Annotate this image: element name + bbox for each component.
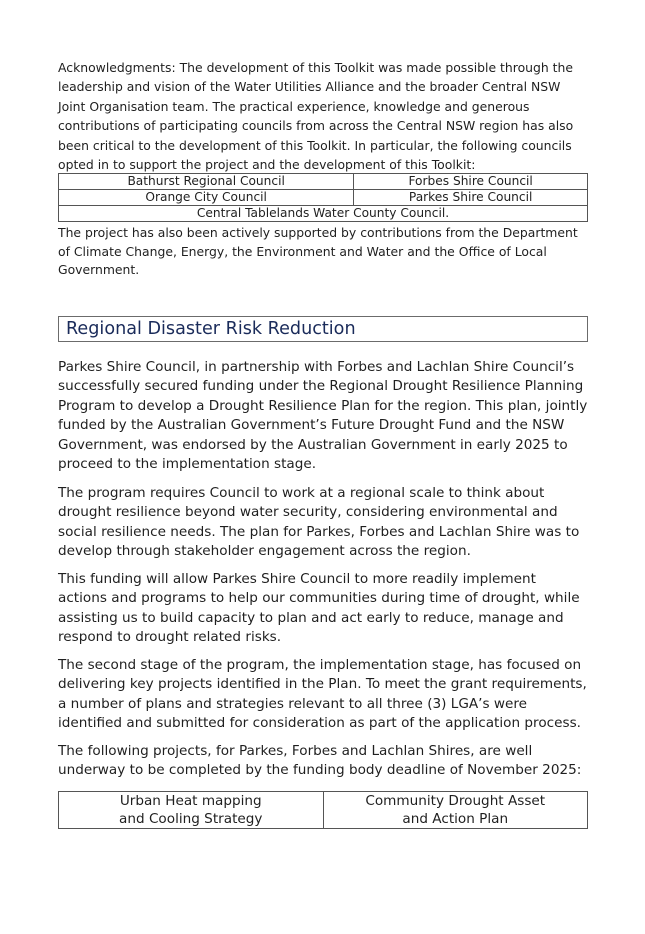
body-paragraph: The second stage of the program, the implementation stage, has focused on delivering key projects identified in the Plan. To meet the grant requirements, a number of plans and strategies relevant to all three (3) LGA’s were identified and submitted for consideration as part of the application process. xyxy=(58,657,587,732)
project-line: and Cooling Strategy xyxy=(119,811,263,827)
body-paragraph: The following projects, for Parkes, Forbes and Lachlan Shires, are well underway to be completed by the funding body deadline of November 2025: xyxy=(58,743,582,779)
participating-councils-table xyxy=(58,173,588,222)
table-row xyxy=(59,190,588,206)
council-cell: Central Tablelands Water County Council. xyxy=(59,206,588,222)
project-line: Community Drought Asset xyxy=(365,793,546,809)
body-paragraph: The program requires Council to work at a regional scale to think about drought resilience beyond water security, considering environmental and social resilience needs. The plan for Parkes, Forbes and Lachlan Shire was to develop through stakeholder engagement across the region. xyxy=(58,485,580,560)
project-cell-drought-asset xyxy=(323,792,588,829)
council-cell: Orange City Council xyxy=(59,190,354,206)
table-row xyxy=(59,174,588,190)
council-cell: Forbes Shire Council xyxy=(354,174,588,190)
body-paragraph: Parkes Shire Council, in partnership with Forbes and Lachlan Shire Council’s successfully secured funding under the Regional Drought Resilience Planning Program to develop a Drought Resilience Plan for the region. This plan, jointly funded by the Australian Government’s Future Drought Fund and the NSW Government, was endorsed by the Australian Government in early 2025 to proceed to the implementation stage. xyxy=(58,359,588,473)
section-heading: Regional Disaster Risk Reduction xyxy=(66,319,356,339)
table-row xyxy=(59,206,588,222)
project-line: Urban Heat mapping xyxy=(119,793,262,809)
projects-table xyxy=(58,791,588,829)
body-paragraph: This funding will allow Parkes Shire Council to more readily implement actions and programs to help our communities during time of drought, while assisting us to build capacity to plan and act early to reduce, manage and respond to drought related risks. xyxy=(58,571,580,646)
acknowledgments-paragraph: Acknowledgments: The development of this Toolkit was made possible through the leadership and vision of the Water Utilities Alliance and the broader Central NSW Joint Organisation team. The practical experience, knowledge and generous contributions of participating councils from across the Central NSW region has also been critical to the development of this Toolkit. In particular, the following councils opted in to support the project and the development of this Toolkit: xyxy=(58,60,574,173)
council-cell: Parkes Shire Council xyxy=(354,190,588,206)
support-paragraph: The project has also been actively supported by contributions from the Department of Climate Change, Energy, the Environment and Water and the Office of Local Government. xyxy=(58,225,578,278)
section-heading-box xyxy=(58,316,588,342)
project-line: and Action Plan xyxy=(402,811,509,827)
council-cell: Bathurst Regional Council xyxy=(59,174,354,190)
project-cell-urban-heat xyxy=(59,792,324,829)
table-row xyxy=(59,792,588,829)
